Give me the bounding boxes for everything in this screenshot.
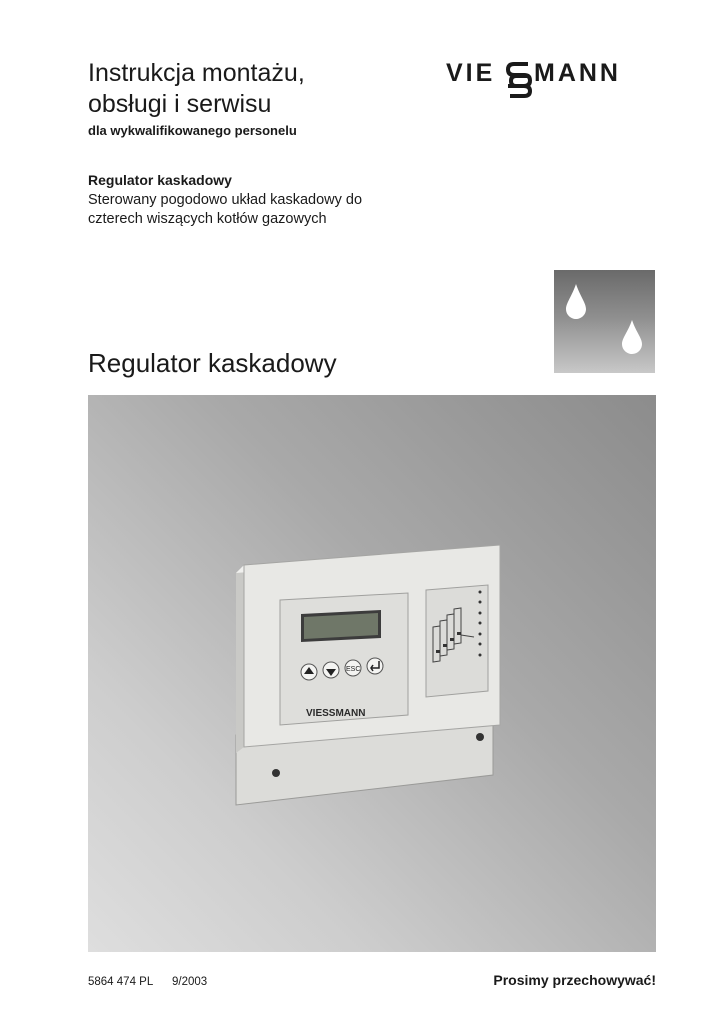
footer-doc-info [88,976,207,988]
cascade-controller-device [88,395,656,952]
svg-text:ESC: ESC [346,666,361,673]
product-description [88,191,428,229]
product-photo [88,395,656,952]
product-description-line-2: czterech wiszących kotłów gazowych [88,211,327,227]
viessmann-logo [446,52,658,98]
keep-notice: Prosimy przechowywać! [493,972,656,988]
document-date: 9/2003 [172,976,208,988]
water-drops-graphic [554,270,655,373]
title-line-2: obsługi i serwisu [88,90,272,118]
document-subtitle: dla wykwalifikowanego personelu [88,123,297,138]
device-brand: VIESSMANN [306,708,366,719]
document-number: 5864 474 PL [88,976,153,988]
title-line-1: Instrukcja montażu, [88,59,305,87]
product-name: Regulator kaskadowy [88,172,232,188]
svg-text:VIE: VIE [446,59,496,87]
water-drop-icon [554,270,655,373]
product-description-line-1: Sterowany pogodowo układ kaskadowy do [88,192,363,208]
document-title [88,58,305,120]
main-heading: Regulator kaskadowy [88,348,337,378]
svg-text:MANN: MANN [534,59,621,87]
